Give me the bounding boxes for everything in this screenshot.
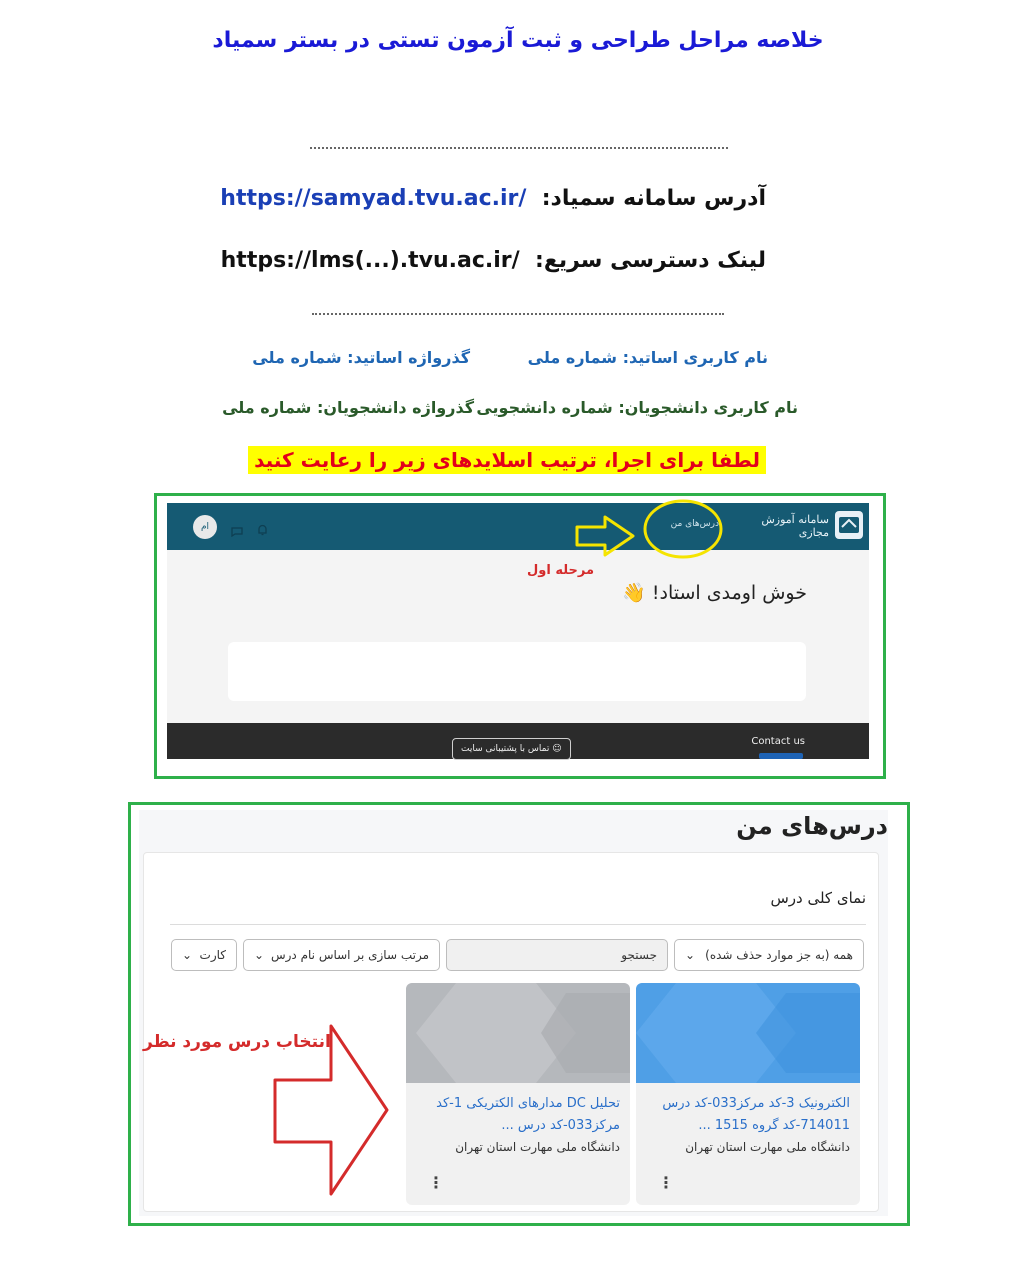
search-placeholder: جستجو (621, 948, 657, 962)
overview-heading: نمای کلی درس (770, 889, 866, 907)
social-icons[interactable] (759, 753, 803, 759)
teacher-username: نام کاربری اساتید: شماره ملی (527, 348, 768, 367)
view-select[interactable] (171, 939, 237, 971)
filter-select-value: همه (به جز موارد حذف شده) (705, 948, 853, 962)
course-name[interactable]: الکترونیک 3-کد مرکز033-کد درس 714011-کد گروه 1515 ... (662, 1096, 850, 1133)
quick-access-link[interactable]: https://lms(...).tvu.ac.ir/ (220, 248, 520, 273)
select-course-label: انتخاب درس مورد نظر (143, 1032, 331, 1052)
chevron-down-icon: ⌄ (685, 948, 696, 962)
course-category: دانشگاه ملی مهارت استان تهران (685, 1140, 850, 1154)
user-avatar[interactable]: ام (193, 515, 217, 539)
chat-icon[interactable] (231, 522, 243, 541)
view-select-value: کارت (199, 948, 226, 962)
support-icon: ☺ (552, 744, 562, 754)
lms-home-screenshot (167, 503, 869, 759)
student-password: گذرواژه دانشجویان: شماره ملی (222, 398, 474, 417)
system-address-label: آدرس سامانه سمیاد: (541, 186, 766, 211)
system-address-row (220, 186, 766, 211)
lms-logo-icon (835, 511, 863, 539)
my-courses-screenshot (139, 810, 888, 1216)
filter-select[interactable] (674, 939, 864, 971)
chevron-down-icon: ⌄ (254, 948, 265, 962)
quick-access-row (221, 248, 766, 273)
course-image (636, 983, 860, 1083)
course-image (406, 983, 630, 1083)
my-courses-title: درس‌های من (736, 812, 888, 840)
course-category: دانشگاه ملی مهارت استان تهران (455, 1140, 620, 1154)
lms-logo-text: سامانه آموزش مجازی (761, 513, 829, 539)
search-input[interactable] (446, 939, 668, 971)
course-name[interactable]: تحلیل DC مدارهای الکتریکی 1-کد مرکز033-کد درس ... (436, 1096, 620, 1133)
system-address-link[interactable]: https://samyad.tvu.ac.ir/ (220, 186, 527, 211)
step1-label: مرحله اول (527, 563, 595, 578)
course-card[interactable] (406, 983, 630, 1205)
dashboard-block (228, 642, 806, 701)
page-title: خلاصه مراحل طراحی و ثبت آزمون تستی در بستر سمیاد (212, 28, 824, 53)
separator-dotted (312, 313, 724, 315)
separator-dotted (310, 147, 728, 149)
more-menu-icon[interactable]: ⋮ (658, 1173, 674, 1192)
order-notice: لطفا برای اجرا، ترتیب اسلایدهای زیر را رعایت کنید (248, 446, 766, 474)
sort-select[interactable] (243, 939, 440, 971)
divider (170, 924, 866, 925)
select-course-arrow (269, 1022, 395, 1198)
bell-icon[interactable] (257, 521, 268, 540)
lms-footer (167, 723, 869, 759)
nav-my-courses[interactable]: درس‌های من (670, 519, 719, 529)
chevron-down-icon: ⌄ (182, 948, 193, 962)
quick-access-label: لینک دسترسی سریع: (535, 248, 766, 273)
more-menu-icon[interactable]: ⋮ (428, 1173, 444, 1192)
support-button[interactable] (452, 738, 571, 760)
teacher-password: گذرواژه اساتید: شماره ملی (252, 348, 470, 367)
contact-us: Contact us (751, 736, 805, 747)
lms-navbar (167, 503, 869, 550)
welcome-message: خوش اومدی استاد! 👋 (622, 582, 807, 604)
step1-annotation (547, 497, 737, 567)
support-button-label: تماس با پشتیبانی سایت (461, 744, 550, 754)
sort-select-value: مرتب سازی بر اساس نام درس (270, 948, 429, 962)
student-username: نام کاربری دانشجویان: شماره دانشجویی (476, 398, 798, 417)
course-card[interactable] (636, 983, 860, 1205)
